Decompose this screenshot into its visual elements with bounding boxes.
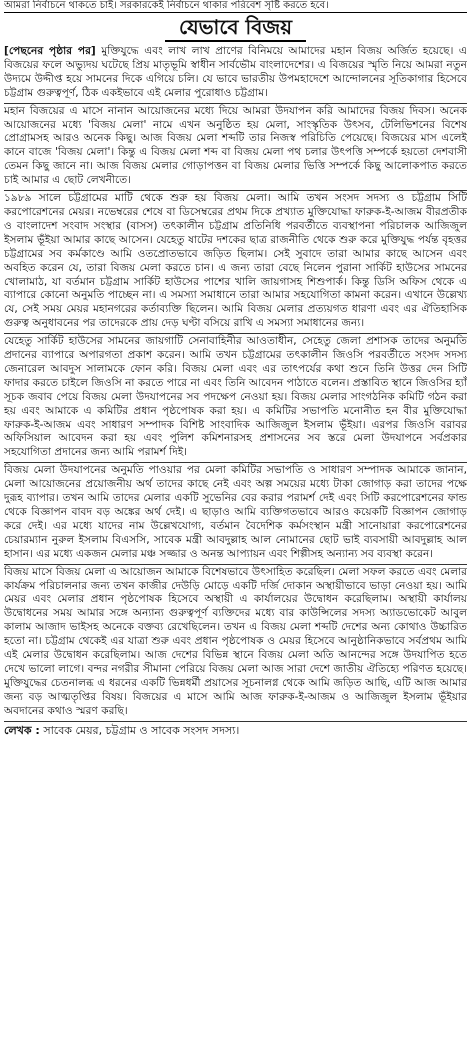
article-paragraph: মহান বিজয়ের এ মাসে নানান আয়োজনের মধ্যে দিয়ে আমরা উদযাপন করি আমাদের বিজয় দিবস। অনেক আয়োজনের মধ্যে 'বিজয় মেলা' নামে এখন অনুষ্ঠিত হয় মেলা, সাংস্কৃতিক উৎসব, টেলিভিশনের বিশেষ প্রোগ্রামসহ আরও অনেক কিছু। আজ বিজয় মেলা শব্দটি তার নিজস্ব পরিচিতি পেয়েছে। বিজয়ের মাস এলেই কানে বাজে 'বিজয় মেলা'। কিন্তু এ বিজয় মেলা শব্দ বা বিজয় মেলা পথ চলার উৎপত্তি সম্পর্কে হয়তো দেশবাসী তেমন কিছু জানে না। আজ বিজয় মেলার গোড়াপত্তন বা বিজয় মেলার ভিত্তি সম্পর্কে কিছু আলোকপাত করতে চাই আমার এ ছোট লেখনীতে। [4,104,467,191]
article-paragraph: যেহেতু সার্কিট হাউসের সামনের জায়গাটি সেনাবাহিনীর আওতাধীন, সেহেতু জেলা প্রশাসক তাদের অনুমতি প্রদানের ব্যাপারে অপারগতা প্রকাশ করেন। আমি তখন চট্টগ্রামের তৎকালীন জিওসি পরবর্তীতে সংসদ সদস্য জেনারেল আবদুস সালামকে ফোন করি। বিজয় মেলা এবং এর তাৎপর্যের কথা শুনে তিনি উত্তর দেন সিটি ফাদার করতে চাইলে জিওসি না করতে পারে না এবং তিনি আবেদন পাঠাতে বলেন। প্রস্তাবিত স্থানে জিওসির হ্যাঁ সূচক জবাব পেয়ে বিজয় মেলা উদযাপনের সব পদক্ষেপ নেওয়া হয়। বিজয় মেলার সাংগঠনিক কমিটি গঠন করা হয় এবং আমাকে এ কমিটির প্রধান পৃষ্ঠপোষক করা হয়। এ কমিটির সভাপতি মনোনীত হন বীর মুক্তিযোদ্ধা ফারুক-ই-আজম এবং সাধারণ সম্পাদক বিশিষ্ট সাংবাদিক আজিজুল ইসলাম ভূঁইয়া। এরপর জিওসি বরাবর অফিসিয়াল আবেদন করা হয় এবং পুলিশ কমিশনারসহ প্রশাসনের সব স্তরে মেলা উদযাপনে সর্বপ্রকার সহযোগিতা প্রদানের জন্য আমি পরামর্শ দিই। [4,334,467,463]
author-label: লেখক : [4,723,40,737]
article-title: যেভাবে বিজয় [165,14,306,42]
paragraph-text: মুক্তিযুদ্ধে এবং লাখ লাখ প্রাণের বিনিময়ে আমাদের মহান বিজয় অর্জিত হয়েছে। এ বিজয়ের ফলে অভ্যুদয় ঘটেছে প্রিয় মাতৃভূমি স্বাধীন সার্বভৌম বাংলাদেশের। এ বিজয়ের স্মৃতি নিয়ে আমরা নতুন উদ্যমে উদ্দীপ্ত হয়ে সামনের দিকে এগিয়ে চলি। যে ভাবে ভারতীয় উপমহাদেশে আন্দোলনের সূতিকাগার হিসেবে চট্টগ্রাম গুরুত্বপূর্ণ, ঠিক একইভাবে এই মেলার পুরোধাও চট্টগ্রাম। [4,45,467,99]
article-paragraph: বিজয় মাসে বিজয় মেলা এ আয়োজন আমাকে বিশেষভাবে উৎসাহিত করেছিল। মেলা সফল করতে এবং মেলার কার্যক্রম পরিচালনার জন্য তখন কাজীর দেউড়ি মোড়ে একটি দর্জি দোকান অস্থায়ীভাবে ভাড়া নেওয়া হয়। আমি মেয়র এবং মেলার প্রধান পৃষ্ঠপোষক হিসেবে অস্থায়ী এ কার্যালয়ের উদ্বোধন করেছিলাম। অস্থায়ী কার্যালয় উদ্বোধনের সময় আমার সঙ্গে অন্যান্য গুরুত্বপূর্ণ ব্যক্তিদের মধ্যে বার কাউন্সিলের সদস্য অ্যাডভোকেট আবুল কালাম আজাদ ভাইসহ অনেকে বক্তব্য রেখেছিলেন। তখন এ বিজয় মেলা শব্দটি দেশের অন্য কোথাও উচ্চারিত হতো না। চট্টগ্রাম থেকেই এর যাত্রা শুরু এবং প্রধান পৃষ্ঠপোষক ও মেয়র হিসেবে আনুষ্ঠানিকভাবে সর্বপ্রথম আমি এই মেলার উদ্বোধন করেছিলাম। আজ দেশের বিভিন্ন স্থানে বিজয় মেলা অতি আনন্দের সঙ্গে উদযাপিত হতে দেখে ভালো লাগে। বন্দর নগরীর সীমানা পেরিয়ে বিজয় মেলা আজ সারা দেশে জাতীয় ঐতিহ্যে পরিণত হয়েছে। মুক্তিযুদ্ধের চেতনালব্ধ এ ধরনের একটি ভিন্নধর্মী প্রয়াসের সূচনালগ্ন থেকে আমি জড়িত আছি, এটি আজ আমার জন্য বড় আত্মতৃপ্তির বিষয়। বিজয়ের এ মাসে আমি আজ ফারুক-ই-আজম ও আজিজুল ইসলাম ভূঁইয়ার অবদানের কথাও স্মরণ করছি। [4,565,467,722]
author-line [4,722,467,738]
continuation-label: [পেছনের পৃষ্ঠার পর] [4,45,96,57]
article-paragraph [4,44,467,104]
author-description: সাবেক মেয়র, চট্টগ্রাম ও সাবেক সংসদ সদস্য। [43,723,240,737]
title-bar [0,14,471,44]
previous-article-tail: আমরা নির্বাচনে থাকতে চাই। সরকারকেই নির্বাচনে থাকার পরিবেশ সৃষ্টি করতে হবে। [4,0,467,13]
article-body [4,44,467,1058]
article-paragraph: ১৯৮৯ সালে চট্টগ্রামের মাটি থেকে শুরু হয় বিজয় মেলা। আমি তখন সংসদ সদস্য ও চট্টগ্রাম সিটি করপোরেশনের মেয়র। নভেম্বরের শেষে বা ডিসেম্বরের প্রথম দিকে প্রখ্যাত মুক্তিযোদ্ধা ফারুক-ই-আজম বীরপ্রতীক ও বাংলাদেশ সংবাদ সংস্থার (বাসস) তৎকালীন চট্টগ্রাম প্রতিনিধি পরবর্তীতে ব্যবস্থাপনা পরিচালক আজিজুল ইসলাম ভূঁইয়া আমার কাছে আসেন। যেহেতু ষাটের দশকের ছাত্র রাজনীতি থেকে শুরু করে মুক্তিযুদ্ধ পর্যন্ত বৃহত্তর চট্টগ্রামের সব কর্মকাণ্ডে আমি ওতপ্রোতভাবে জড়িত ছিলাম। সেই সুবাদে তারা আমার কাছে আসেন এবং অবহিত করেন যে, তারা বিজয় মেলা করতে চান। এ জন্য তারা বেছে নিলেন পুরানা সার্কিট হাউসের সামনের খোলামাঠ, যা বর্তমান চট্টগ্রাম সার্কিট হাউসের পাশের খালি জায়গাসহ শিশুপার্ক। কিন্তু ডিসি অফিস থেকে এ ব্যাপারে কোনো অনুমতি পাচ্ছেন না। এ সমস্যা সমাধানে তারা আমার সহযোগিতা কামনা করেন। এখানে উল্লেখ্য যে, সেই সময় মেয়র মহানগরের কর্তাব্যক্তি ছিলেন। আমি বিজয় মেলার প্রত্যয়গত ধারণা এবং এর ঐতিহাসিক গুরুত্ব অনুধাবনের পর তাদেরকে প্রায় দেড় ঘণ্টা বসিয়ে রাখি এ সমস্যা সমাধানের জন্য। [4,191,467,334]
article-paragraph: বিজয় মেলা উদযাপনের অনুমতি পাওয়ার পর মেলা কমিটির সভাপতি ও সাধারণ সম্পাদক আমাকে জানান, মেলা আয়োজনের প্রয়োজনীয় অর্থ তাদের কাছে নেই এবং অল্প সময়ের মধ্যে টাকা জোগাড় করা তাদের পক্ষে দুরূহ ব্যাপার। তখন আমি তাদের মেলার একটি সুভেনির বের করার পরামর্শ দেই এবং সিটি করপোরেশনের ফান্ড থেকে বিজ্ঞাপন বাবদ বড় অঙ্কের অর্থ দেই। এ ছাড়াও আমি ব্যক্তিগতভাবে আরও কয়েকটি বিজ্ঞাপন জোগাড় করে দেই। এর মধ্যে যাদের নাম উল্লেখযোগ্য, বর্তমান বৈদেশিক কর্মসংস্থান মন্ত্রী সানোয়ারা করপোরেশনের চেয়ারম্যান নুরুল ইসলাম বিএসসি, সাবেক মন্ত্রী আবদুল্লাহ আল নোমানের ছোট ভাই ব্যবসায়ী আবদুল্লাহ আল হাসান। এর মধ্যে একজন মেলার মঞ্চ সজ্জার ও অনন্ত আপ্যায়ন এবং শিল্পীসহ অন্যান্য সব ব্যবস্থা করেন। [4,463,467,564]
